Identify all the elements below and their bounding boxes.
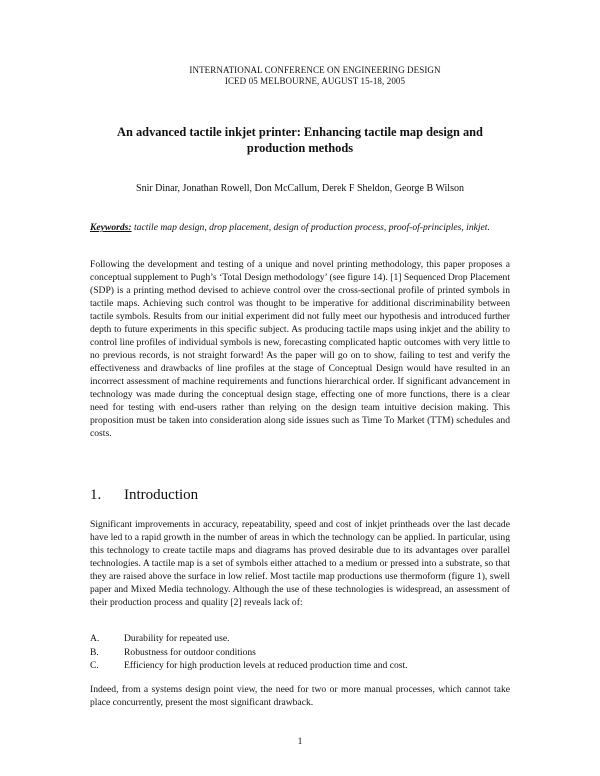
list-marker: A. <box>90 633 100 644</box>
paper-title: An advanced tactile inkjet printer: Enhancing tactile map design and production methods <box>117 125 483 155</box>
conference-line-2: ICED 05 MELBOURNE, AUGUST 15-18, 2005 <box>224 76 406 86</box>
list-item-text: Durability for repeated use. <box>124 633 230 644</box>
lack-list <box>90 632 510 673</box>
list-item <box>90 659 510 673</box>
author-list: Snir Dinar, Jonathan Rowell, Don McCallum, Derek F Sheldon, George B Wilson <box>136 183 464 194</box>
conference-header <box>150 65 480 87</box>
keywords-label: Keywords: <box>90 222 132 233</box>
intro-paragraph-1: Significant improvements in accuracy, repeatability, speed and cost of inkjet printheads over the last decade have led to a rapid growth in the number of areas in which the technology can be applied. In particular, using this technology to create tactile maps and diagrams has proved desirable due to its advantages over parallel technologies. A tactile map is a set of symbols either attached to a medium or pressed into a substrate, so that they are raised above the surface in low relief. Most tactile map productions use thermoform (figure 1), swell paper and Mixed Media technology. Although the use of these technologies is widespread, an assessment of their production process and quality [2] reveals lack of: <box>90 519 510 608</box>
list-item-text: Robustness for outdoor conditions <box>124 646 256 658</box>
section-title: Introduction <box>124 487 199 503</box>
section-heading-introduction <box>90 486 510 504</box>
intro-paragraph-2: Indeed, from a systems design point view, the need for two or more manual processes, which cannot take place concurrently, present the most significant drawback. <box>90 684 510 708</box>
list-item <box>90 632 510 646</box>
list-marker: C. <box>90 660 99 671</box>
section-number: 1. <box>90 487 102 503</box>
page-number: 1 <box>297 736 303 747</box>
keywords <box>90 221 510 234</box>
abstract-paragraph: Following the development and testing of a unique and novel printing methodology, this paper proposes a conceptual supplement to Pugh’s ‘Total Design methodology’ (see figure 14). [1] Sequenced Drop Placement (SDP) is a printing method devised to achieve control over the cross-sectional profile of printed symbols in tactile maps. Achieving such control was thought to be imperative for additional discriminability between tactile symbols. Results from our initial experiment did not fully meet our hypothesis and introduced further depth to future experiments in this specific subject. As producing tactile maps using inkjet and the ability to control line profiles of individual symbols is new, forecasting complicated haptic outcomes with very little to no previous records, is not straight forward! As the paper will go on to show, failing to test and verify the effectiveness and drawbacks of line profiles at the stage of Conceptual Design would have resulted in an incorrect assessment of machine requirements and functions hierarchical order. If significant advancement in technology was made during the conceptual design stage, effecting one of more functions, there is a clear need for testing with end-users rather than relying on the design team intuitive decision making. This proposition must be taken into consideration along side issues such as Time To Market (TTM) schedules and costs. <box>90 259 510 439</box>
conference-line-1: INTERNATIONAL CONFERENCE ON ENGINEERING DESIGN <box>189 65 441 75</box>
list-item <box>90 646 510 660</box>
list-item-text: Efficiency for high production levels at reduced production time and cost. <box>124 660 408 671</box>
keywords-text: tactile map design, drop placement, design of production process, proof-of-principles, inkjet. <box>133 222 490 233</box>
list-marker: B. <box>90 646 99 658</box>
